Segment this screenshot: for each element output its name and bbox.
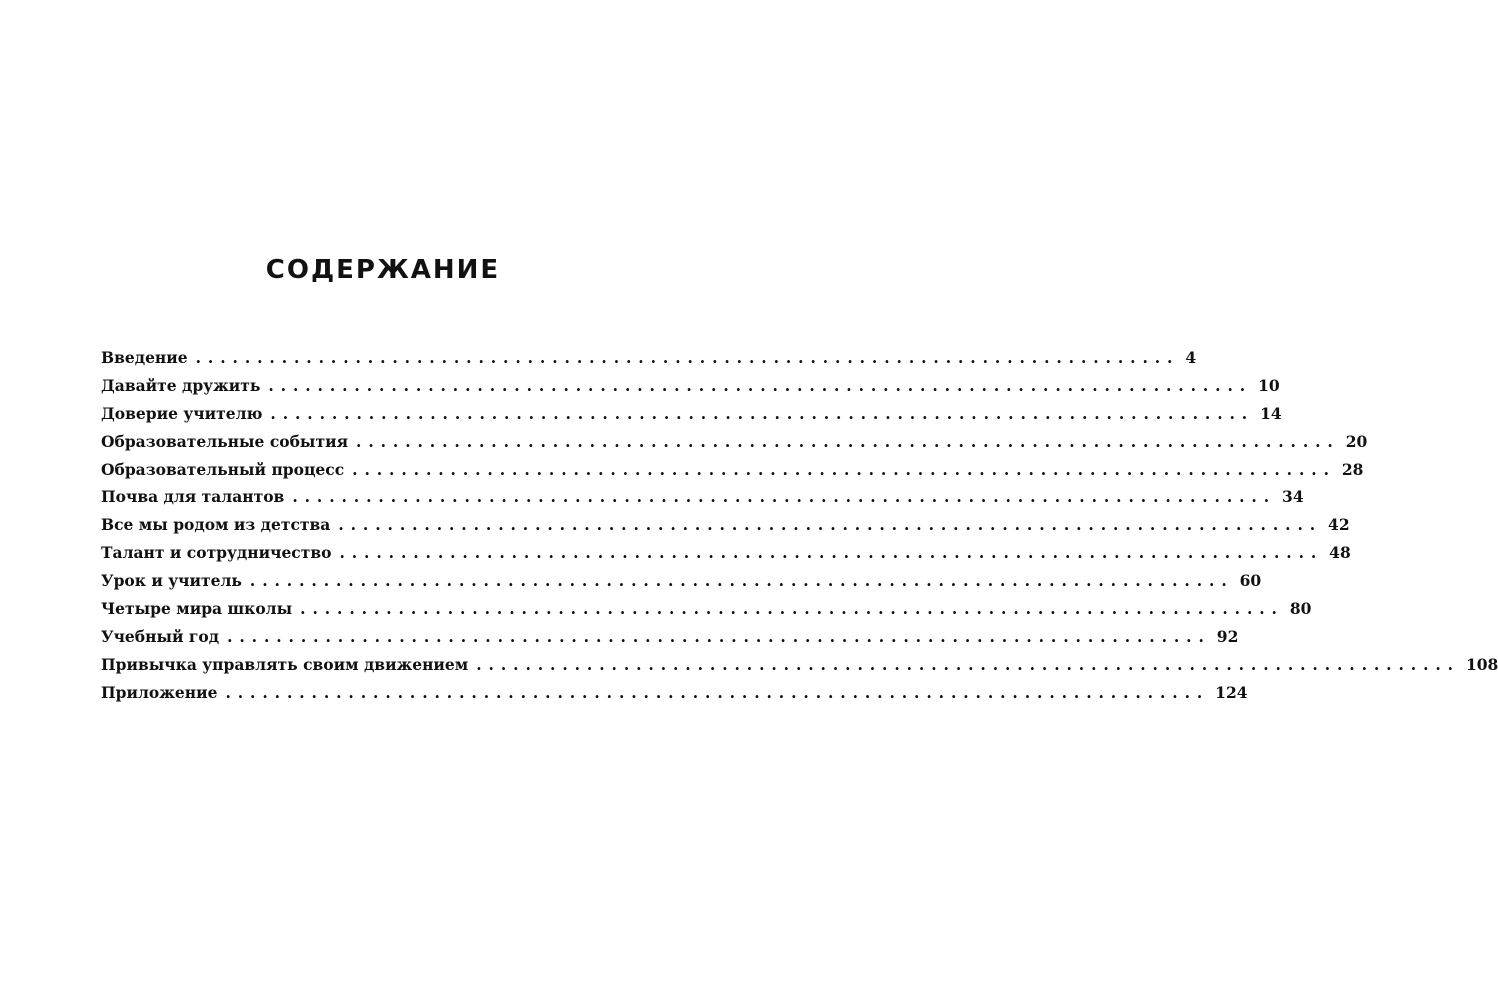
toc-entry bbox=[101, 348, 1197, 376]
toc-entry bbox=[101, 403, 1282, 432]
toc-dot-leader: ................................................................................ bbox=[339, 543, 1324, 563]
toc-page-number: 34 bbox=[1282, 487, 1304, 507]
toc-entry bbox=[101, 459, 1364, 488]
toc-dot-leader: ................................................................................ bbox=[356, 431, 1340, 451]
toc-entry-label: Образовательный процесс bbox=[101, 459, 345, 479]
toc-dot-leader: ................................................................................ bbox=[195, 348, 1180, 367]
toc-page-number: 14 bbox=[1260, 403, 1282, 423]
toc-page-number: 4 bbox=[1185, 348, 1197, 367]
toc-entry-label: Образовательные события bbox=[101, 431, 349, 451]
toc-entry-label: Приложение bbox=[101, 682, 218, 702]
toc-dot-leader: ................................................................................ bbox=[338, 515, 1323, 535]
toc-page-number: 60 bbox=[1239, 571, 1262, 591]
toc-page-number: 92 bbox=[1216, 626, 1239, 646]
toc-entry bbox=[101, 682, 1248, 711]
toc-entry-label: Привычка управлять своим движением bbox=[101, 654, 469, 674]
toc-entry bbox=[101, 487, 1304, 515]
toc-entry-label: Учебный год bbox=[101, 626, 220, 646]
toc-dot-leader: ................................................................................ bbox=[300, 599, 1284, 619]
toc-entry-label: Все мы родом из детства bbox=[101, 515, 331, 535]
toc-entry bbox=[101, 599, 1312, 627]
toc-entry-label: Почва для талантов bbox=[101, 487, 285, 507]
toc-title: СОДЕРЖАНИЕ bbox=[265, 255, 501, 285]
toc-dot-leader: ................................................................................ bbox=[225, 682, 1210, 702]
toc-page-number: 80 bbox=[1289, 599, 1312, 619]
toc-dot-leader: ................................................................................ bbox=[476, 654, 1460, 674]
toc-dot-leader: ................................................................................ bbox=[268, 375, 1253, 395]
toc-entry-label: Доверие учителю bbox=[101, 403, 263, 423]
toc-page-number: 108 bbox=[1465, 654, 1498, 674]
toc-dot-leader: ................................................................................ bbox=[249, 571, 1234, 591]
toc-entry-label: Введение bbox=[101, 348, 188, 367]
toc-dot-leader: ................................................................................ bbox=[292, 487, 1277, 507]
toc-entry bbox=[101, 375, 1280, 404]
toc-entry-label: Талант и сотрудничество bbox=[101, 543, 332, 563]
toc-entry bbox=[101, 543, 1351, 571]
toc-entry-label: Давайте дружить bbox=[101, 375, 261, 395]
toc-entry-label: Урок и учитель bbox=[101, 571, 242, 591]
toc-page-number: 20 bbox=[1345, 431, 1368, 451]
toc-page-number: 124 bbox=[1215, 682, 1248, 702]
toc-page-number: 42 bbox=[1328, 515, 1350, 535]
toc-dot-leader: ................................................................................ bbox=[227, 626, 1211, 646]
toc-list bbox=[101, 348, 1498, 711]
toc-entry-label: Четыре мира школы bbox=[101, 599, 293, 619]
toc-entry bbox=[101, 654, 1498, 683]
toc-page-number: 48 bbox=[1329, 543, 1351, 563]
toc-entry bbox=[101, 431, 1368, 460]
toc-entry bbox=[101, 626, 1239, 655]
toc-entry bbox=[101, 571, 1262, 599]
toc-page-number: 28 bbox=[1341, 459, 1364, 479]
toc-dot-leader: ................................................................................ bbox=[270, 403, 1255, 423]
toc-entry bbox=[101, 515, 1350, 543]
toc-dot-leader: ................................................................................ bbox=[352, 459, 1336, 479]
toc-page-number: 10 bbox=[1258, 375, 1280, 395]
